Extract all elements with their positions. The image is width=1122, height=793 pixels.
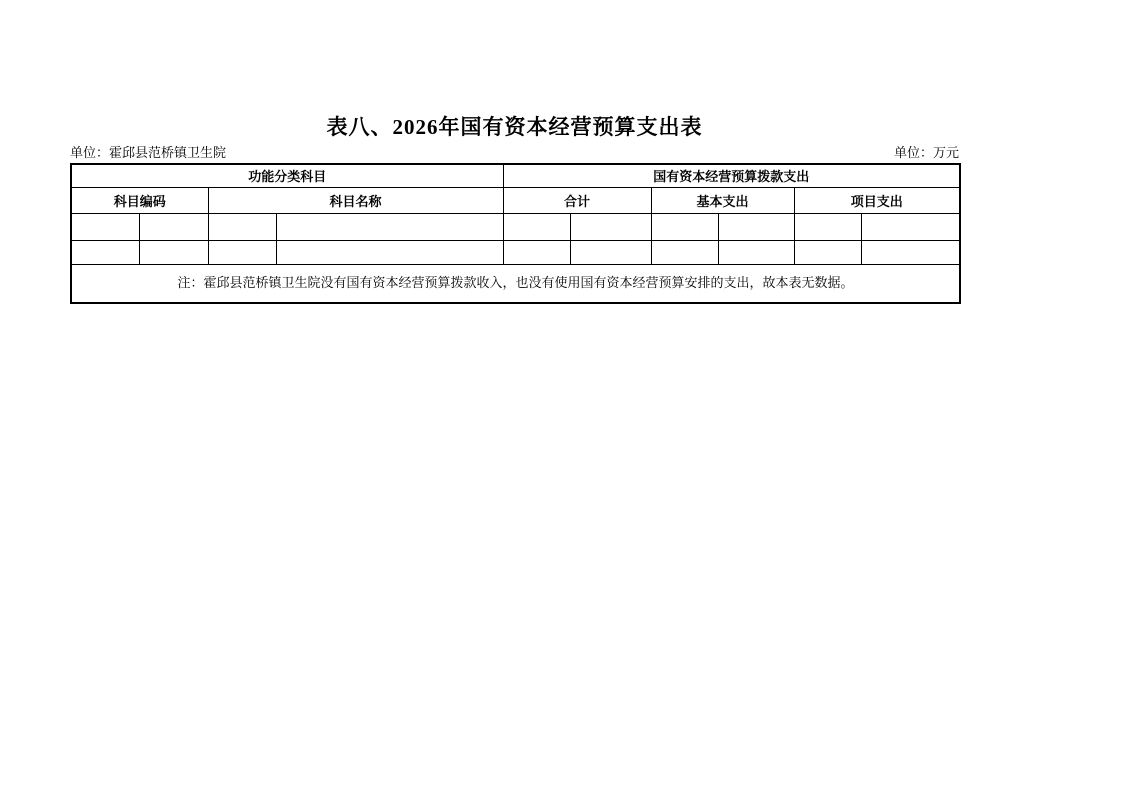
- column-header-project-expenditure: 项目支出: [794, 187, 960, 213]
- table-column-header-row: [71, 187, 960, 213]
- column-header-subject-code: 科目编码: [71, 187, 208, 213]
- empty-cell: [861, 213, 960, 240]
- empty-cell: [794, 213, 861, 240]
- budget-table: [70, 163, 961, 304]
- empty-cell: [139, 240, 208, 264]
- table-empty-row: [71, 213, 960, 240]
- empty-cell: [718, 240, 794, 264]
- table-note: 注：霍邱县范桥镇卫生院没有国有资本经营预算拨款收入，也没有使用国有资本经营预算安排的支出，故本表无数据。: [71, 264, 960, 303]
- empty-cell: [71, 213, 139, 240]
- empty-cell: [503, 240, 570, 264]
- table-group-header-row: [71, 164, 960, 187]
- empty-cell: [71, 240, 139, 264]
- empty-cell: [651, 240, 718, 264]
- page-title: 表八、2026年国有资本经营预算支出表: [326, 115, 703, 139]
- budget-sheet: [70, 112, 959, 304]
- empty-cell: [794, 240, 861, 264]
- column-header-basic-expenditure: 基本支出: [651, 187, 794, 213]
- empty-cell: [276, 213, 503, 240]
- currency-unit-label: 单位：万元: [893, 145, 959, 160]
- empty-cell: [139, 213, 208, 240]
- group-header-capital-budget-expenditure: 国有资本经营预算拨款支出: [503, 164, 960, 187]
- table-note-row: [71, 264, 960, 303]
- unit-labels-row: [70, 144, 959, 161]
- empty-cell: [718, 213, 794, 240]
- table-empty-row: [71, 240, 960, 264]
- empty-cell: [570, 240, 651, 264]
- empty-cell: [208, 240, 276, 264]
- column-header-total: 合计: [503, 187, 651, 213]
- unit-name-label: 单位：霍邱县范桥镇卫生院: [70, 145, 227, 160]
- empty-cell: [651, 213, 718, 240]
- column-header-subject-name: 科目名称: [208, 187, 503, 213]
- empty-cell: [570, 213, 651, 240]
- empty-cell: [503, 213, 570, 240]
- empty-cell: [276, 240, 503, 264]
- empty-cell: [208, 213, 276, 240]
- empty-cell: [861, 240, 960, 264]
- group-header-functional-classification: 功能分类科目: [71, 164, 503, 187]
